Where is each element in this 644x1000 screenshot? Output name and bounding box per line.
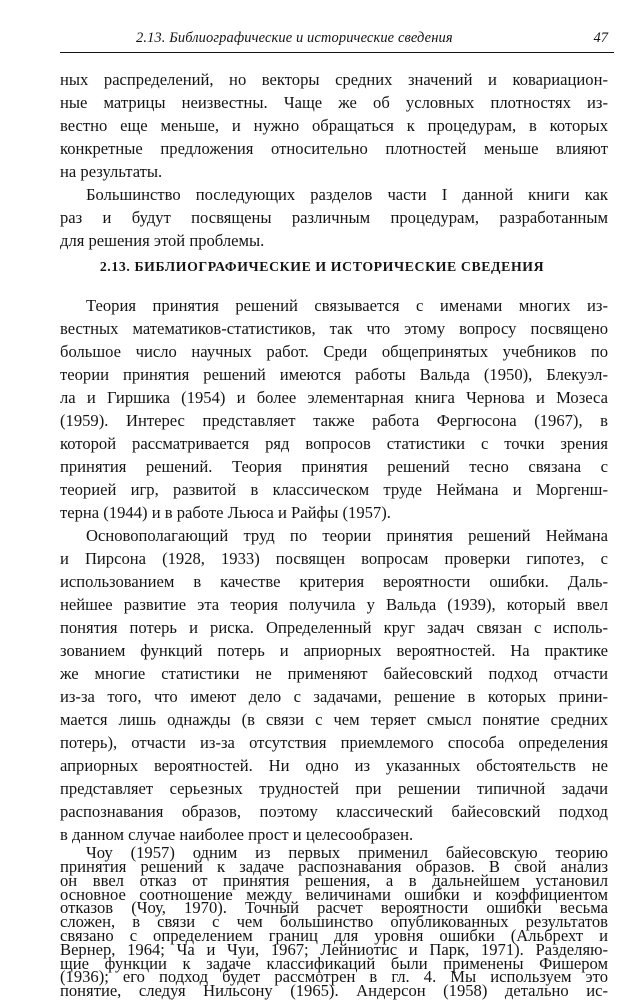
text-line: для решения этой проблемы. xyxy=(60,231,265,250)
text-line: понятие, следуя Нильсону (1965). Андерсон (1958) детально ис- xyxy=(60,981,608,1000)
text-line: основное соотношение между величинами ошибки и коэффициентом xyxy=(60,884,608,904)
text-line: Чоу (1957) одним из первых применил байесовскую теорию xyxy=(86,843,608,862)
text-line: конкретные предложения относительно плотностей меньше влияют xyxy=(60,139,608,158)
text-line: и Пирсона (1928, 1933) посвящен вопросам проверки гипотез, с xyxy=(60,549,608,568)
text-line: априорных вероятностей. Ни одно из указанных обстоятельств не xyxy=(60,756,608,775)
text-line: нейшее развитие эта теория получила у Вальда (1939), который ввел xyxy=(60,595,608,614)
page-number: 47 xyxy=(593,30,608,46)
text-line: Вернер, 1964; Ча и Чуи, 1967; Лейниотис и Парк, 1971). Разделяю- xyxy=(60,939,608,959)
text-line: отказов (Чоу, 1970). Точный расчет вероятности ошибки весьма xyxy=(60,898,608,918)
text-line: Теория принятия решений связывается с именами многих из- xyxy=(86,296,608,315)
text-line: ных распределений, но векторы средних значений и ковариацион- xyxy=(60,70,608,89)
text-line: связано с определением границ для уровня ошибки (Альбрехт и xyxy=(60,925,608,945)
section-heading: 2.13. БИБЛИОГРАФИЧЕСКИЕ И ИСТОРИЧЕСКИЕ СВЕДЕНИЯ xyxy=(99,259,545,274)
text-line: понятия потерь и риска. Определенный круг задач связан с исполь- xyxy=(60,618,608,637)
running-header xyxy=(60,26,614,53)
text-line: принятия решений. Теория принятия решений тесно связана с xyxy=(60,457,608,476)
text-line: (1959). Интерес представляет также работа Фергюсона (1967), в xyxy=(60,411,608,430)
text-line: зованием функций потерь и априорных вероятностей. На практике xyxy=(60,641,608,660)
running-header-title: 2.13. Библиографические и исторические сведения xyxy=(136,30,453,46)
text-line: вестных математиков-статистиков, так что этому вопросу посвящено xyxy=(60,319,608,338)
text-line: он ввел отказ от принятия решения, а в дальнейшем установил xyxy=(60,870,608,890)
text-line: теорией игр, развитой в классическом труде Неймана и Моргенш- xyxy=(60,480,608,499)
text-line: использованием в качестве критерия вероятности ошибки. Даль- xyxy=(60,572,608,591)
text-line: Основополагающий труд по теории принятия решений Неймана xyxy=(86,526,608,545)
text-line: терна (1944) и в работе Льюса и Райфы (1957). xyxy=(60,503,391,522)
text-line: из-за того, что имеют дело с задачами, решение в которых прини- xyxy=(60,687,608,706)
text-line: щие функции к задаче классификаций были применены Фишером xyxy=(60,953,608,973)
text-line: (1936); его подход будет рассмотрен в гл. 4. Мы используем это xyxy=(60,967,608,987)
text-line: сложен, в связи с чем большинство опубликованных результатов xyxy=(60,912,608,932)
text-line: теории принятия решений имеются работы Вальда (1950), Блекуэл- xyxy=(60,365,608,384)
text-line: потерь), отчасти из-за отсутствия приемлемого способа определения xyxy=(60,733,608,752)
text-line: большое число научных работ. Среди общепринятых учебников по xyxy=(60,342,608,361)
text-line: раз и будут посвящены различным процедурам, разработанным xyxy=(60,208,608,227)
text-line: которой рассматривается ряд вопросов статистики с точки зрения xyxy=(60,434,608,453)
text-line: на результаты. xyxy=(60,162,163,181)
text-line: в данном случае наиболее прост и целесообразен. xyxy=(60,825,414,844)
text-line: Большинство последующих разделов части I данной книги как xyxy=(86,185,608,204)
text-line: же многие статистики не применяют байесовский подход отчасти xyxy=(60,664,608,683)
text-line: представляет серьезных трудностей при решении типичной задачи xyxy=(60,779,608,798)
text-line: ные матрицы неизвестны. Чаще же об условных плотностях из- xyxy=(60,93,608,112)
text-line: принятия решений к задаче распознавания образов. В свой анализ xyxy=(60,856,608,876)
text-line: мается лишь однажды (в связи с чем теряет смысл понятие средних xyxy=(60,710,608,729)
text-line: распознавания образов, поэтому классический байесовский подход xyxy=(60,802,608,821)
text-line: вестно еще меньше, и нужно обращаться к процедурам, в которых xyxy=(60,116,608,135)
text-line: ла и Гиршика (1954) и более элементарная книга Чернова и Мозеса xyxy=(60,388,608,407)
